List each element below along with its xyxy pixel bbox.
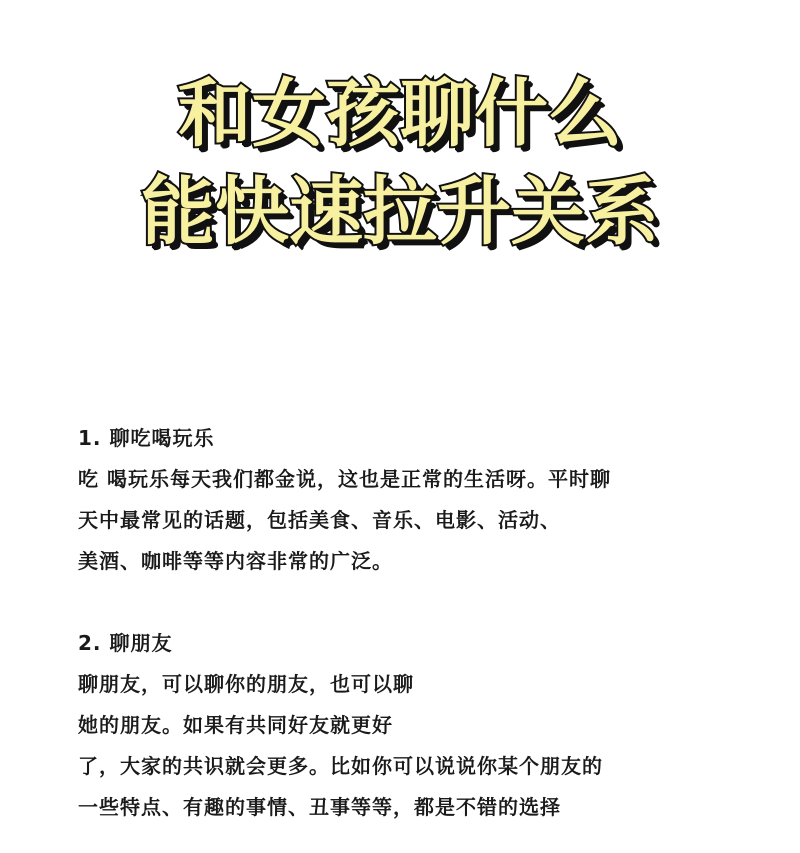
section-2-heading: 2. 聊朋友 (78, 631, 173, 655)
section-spacer (78, 582, 758, 623)
section-2-paragraph-line: 她的朋友。如果有共同好友就更好 (78, 713, 393, 737)
page-title-line-2: 能快速拉升关系 (141, 169, 659, 255)
section-2-paragraph-line: 一些特点、有趣的事情、丑事等等，都是不错的选择 (78, 795, 561, 819)
section-1-paragraph-line: 美酒、咖啡等等内容非常的广泛。 (78, 549, 393, 573)
section-1-paragraph-line: 吃 喝玩乐每天我们都金说，这也是正常的生活呀。平时聊 (78, 467, 611, 491)
section-1-paragraph-line: 天中最常见的话题，包括美食、音乐、电影、活动、 (78, 508, 561, 532)
section-1-heading: 1. 聊吃喝玩乐 (78, 426, 215, 450)
page-title-line-1: 和女孩聊什么 (178, 71, 622, 157)
section-2-paragraph-line: 了，大家的共识就会更多。比如你可以说说你某个朋友的 (78, 754, 603, 778)
section-2-paragraph-line: 聊朋友，可以聊你的朋友，也可以聊 (78, 672, 414, 696)
article-body (78, 418, 758, 828)
